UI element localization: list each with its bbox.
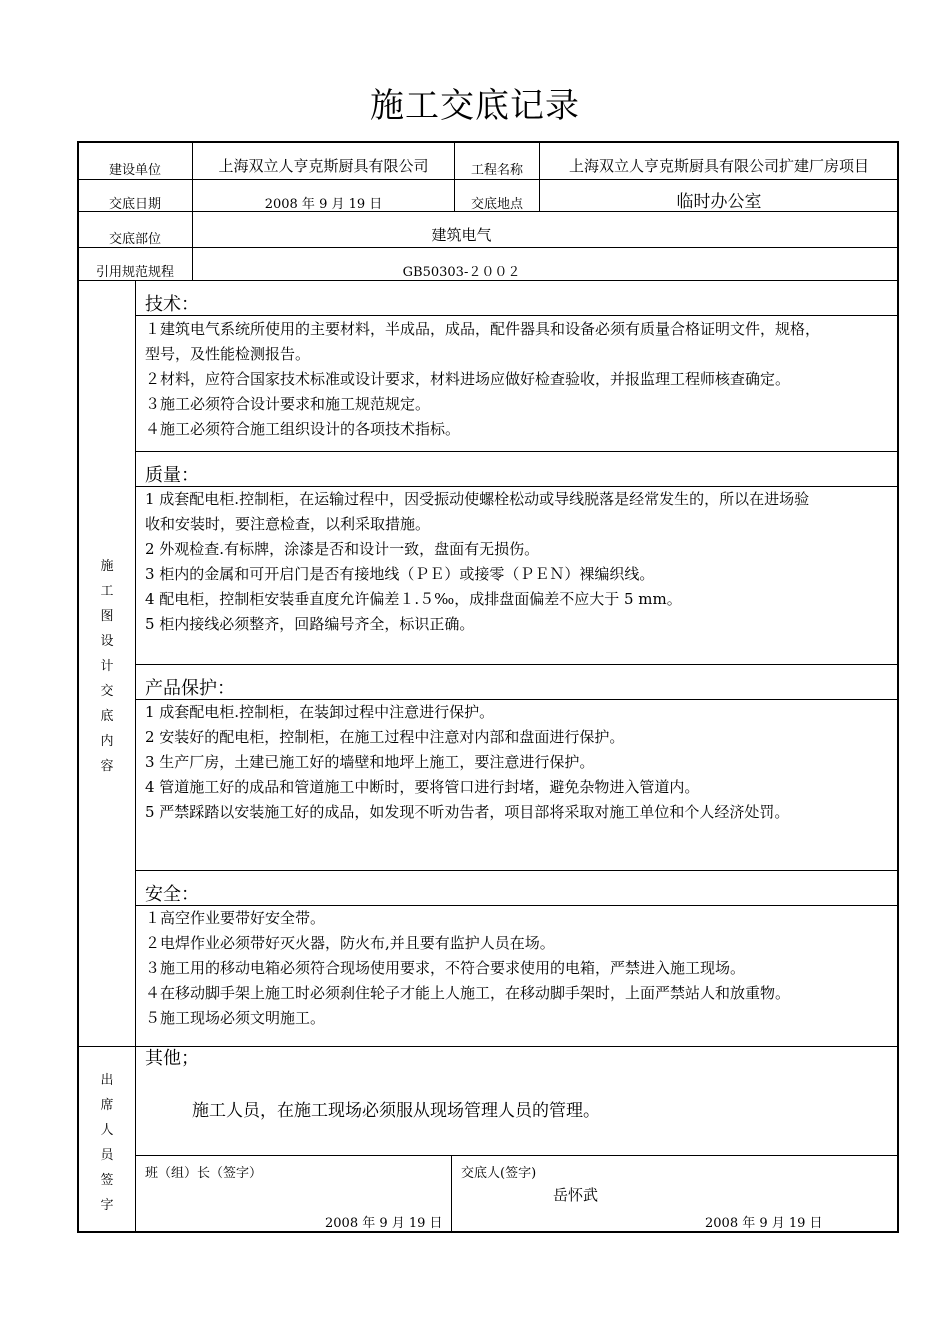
safety-heading: 安全： (145, 884, 199, 905)
tech-line: ２材料，应符合国家技术标准或设计要求，材料进场应做好检查验收，并报监理工程师核查确定。 (145, 370, 791, 388)
section-divider (136, 870, 898, 871)
row-divider (78, 1046, 898, 1047)
tech-line: ４施工必须符合施工组织设计的各项技术指标。 (145, 420, 461, 438)
protect-lines (145, 700, 895, 825)
quality-line: 2 外观检查.有标牌，涂漆是否和设计一致，盘面有无损伤。 (145, 540, 540, 558)
document-title: 施工交底记录 (370, 86, 580, 126)
discloser-label: 交底人(签字) (461, 1166, 537, 1181)
date-value: 2008 年 9 月 19 日 (264, 197, 383, 212)
project-name-value: 上海双立人亨克斯厨具有限公司扩建厂房项目 (568, 157, 869, 175)
protect-line: 4 管道施工好的成品和管道施工中断时，要将管口进行封堵，避免杂物进入管道内。 (145, 778, 700, 796)
quality-line: 5 柜内接线必须整齐，回路编号齐全，标识正确。 (145, 615, 475, 633)
protect-heading: 产品保护： (145, 678, 235, 699)
discloser-name: 岳怀武 (553, 1186, 599, 1204)
safety-line: １高空作业要带好安全带。 (145, 909, 326, 927)
standard-label: 引用规范规程 (95, 265, 174, 280)
side-column-divider (135, 280, 136, 1232)
build-unit-label: 建设单位 (108, 163, 161, 178)
part-label: 交底部位 (108, 232, 161, 247)
tech-lines (145, 317, 895, 442)
tech-line: １建筑电气系统所使用的主要材料，半成品，成品，配件器具和设备必须有质量合格证明文件，规格， (145, 320, 821, 338)
build-unit-value: 上海双立人亨克斯厨具有限公司 (218, 157, 429, 175)
team-leader-label: 班（组）长（签字） (145, 1166, 263, 1181)
row-divider (78, 280, 898, 281)
protect-line: 2 安装好的配电柜，控制柜，在施工过程中注意对内部和盘面进行保护。 (145, 728, 625, 746)
safety-line: ２电焊作业必须带好灭火器，防火布,并且要有监护人员在场。 (145, 934, 555, 952)
tech-line: 型号，及性能检测报告。 (145, 345, 311, 363)
protect-line: 3 生产厂房，土建已施工好的墙壁和地坪上施工，要注意进行保护。 (145, 753, 595, 771)
section-divider (136, 315, 898, 316)
safety-line: ３施工用的移动电箱必须符合现场使用要求，不符合要求使用的电箱，严禁进入施工现场。 (145, 959, 746, 977)
quality-line: 3 柜内的金属和可开启门是否有接地线（ＰＥ）或接零（ＰＥＮ）裸编织线。 (145, 565, 655, 583)
protect-line: 1 成套配电柜.控制柜，在装卸过程中注意进行保护。 (145, 703, 495, 721)
quality-line: 4 配电柜，控制柜安装垂直度允许偏差１.５‰，成排盘面偏差不应大于 5 mm。 (145, 590, 682, 608)
other-heading: 其他； (145, 1048, 199, 1069)
project-name-label: 工程名称 (470, 163, 523, 178)
other-text: 施工人员，在施工现场必须服从现场管理人员的管理。 (192, 1101, 600, 1121)
date-label: 交底日期 (108, 197, 161, 212)
row-divider (78, 179, 898, 180)
tech-line: ３施工必须符合设计要求和施工规范规定。 (145, 395, 431, 413)
location-label: 交底地点 (470, 197, 523, 212)
section-divider (136, 451, 898, 452)
protect-line: 5 严禁踩踏以安装施工好的成品，如发现不听劝告者，项目部将采取对施工单位和个人经济处罚。 (145, 803, 790, 821)
standard-value: GB50303-２００２ (402, 265, 521, 280)
signature-divider (136, 1155, 898, 1156)
tech-heading: 技术： (145, 294, 199, 315)
location-value: 临时办公室 (676, 192, 762, 212)
safety-line: ５施工现场必须文明施工。 (145, 1009, 326, 1027)
content-side-label: 施 工 图 设 计 交 底 内 容 (100, 559, 114, 774)
safety-line: ４在移动脚手架上施工时必须刹住轮子才能上人施工，在移动脚手架时，上面严禁站人和放重物。 (145, 984, 791, 1002)
quality-lines (145, 487, 895, 637)
quality-line: 收和安装时，要注意检查，以利采取措施。 (145, 515, 431, 533)
section-divider (136, 664, 898, 665)
quality-heading: 质量： (145, 465, 199, 486)
discloser-date: 2008 年 9 月 19 日 (705, 1216, 823, 1231)
team-leader-date: 2008 年 9 月 19 日 (325, 1216, 443, 1231)
quality-line: 1 成套配电柜.控制柜，在运输过程中，因受振动使螺栓松动或导线脱落是经常发生的，所以在进场验 (145, 490, 810, 508)
part-value: 建筑电气 (431, 226, 492, 244)
signature-side-label: 出 席 人 员 签 字 (100, 1073, 114, 1213)
signature-column-divider (451, 1155, 452, 1232)
row-divider (78, 247, 898, 248)
safety-lines (145, 906, 895, 1031)
